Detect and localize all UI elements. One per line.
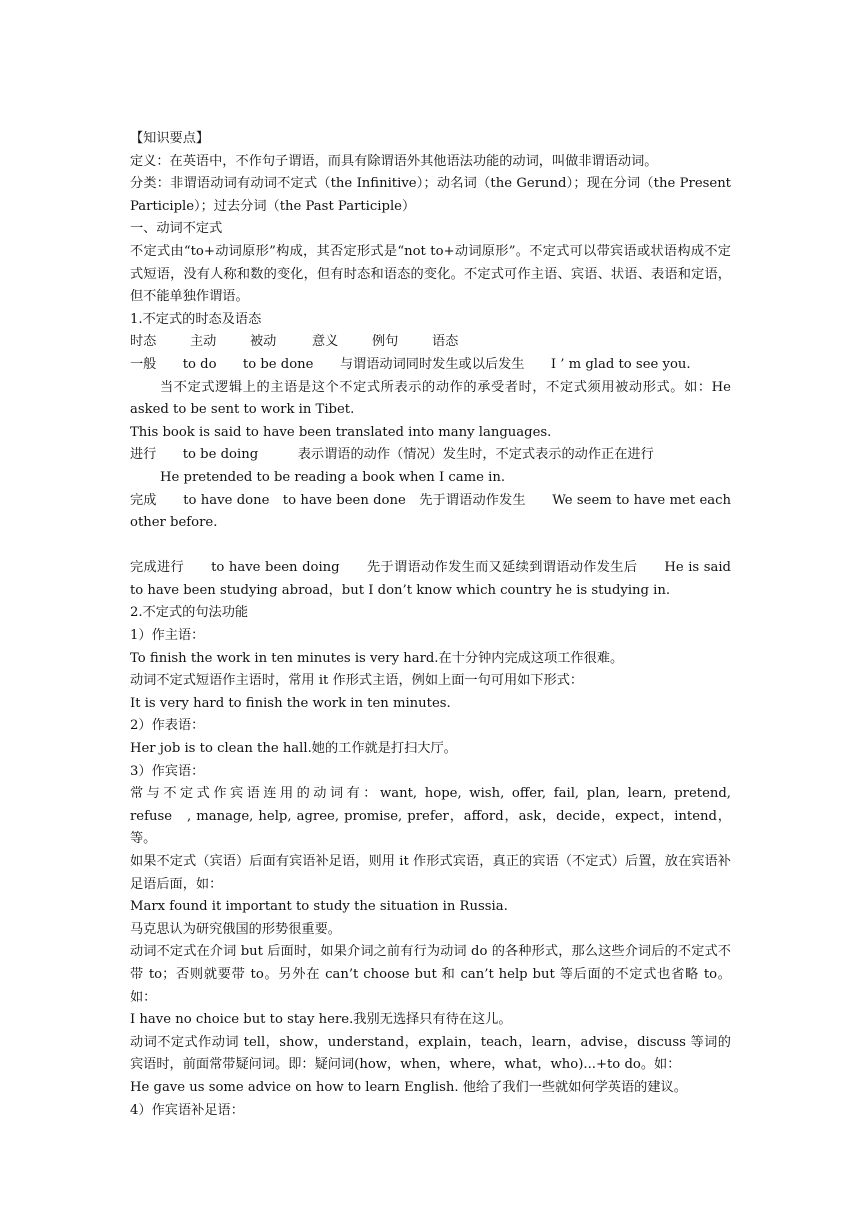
header-meaning: 意义 (312, 334, 339, 350)
row-general: 一般 to do to be done 与谓语动词同时发生或以后发生 I ’ m glad to see you. (130, 356, 691, 372)
definition-paragraph: 定义：在英语中，不作句子谓语，而具有除谓语外其他语法功能的动词，叫做非谓语动词。 (130, 153, 658, 169)
function4-title: 4）作宾语补足语： (130, 1102, 244, 1118)
classification-paragraph: 分类：非谓语动词有动词不定式（the Infinitive）；动名词（the Gerund）；现在分词（the Present Participle）；过去分词（the Past Participle） (130, 176, 731, 214)
header-voice: 语态 (432, 334, 459, 350)
function2-title: 2）作表语： (130, 718, 205, 734)
function2-example: Her job is to clean the hall.她的工作就是打扫大厅。 (130, 741, 457, 757)
function3-but-example: I have no choice but to stay here.我别无选择只有待在这儿。 (130, 1012, 512, 1028)
passive-note: 当不定式逻辑上的主语是这个不定式所表示的动作的承受者时，不定式须用被动形式。如：He asked to be sent to work in Tibet. (130, 379, 731, 418)
row-perfect: 完成 to have done to have been done 先于谓语动作发生 We seem to have met each other before. (130, 492, 731, 531)
function3-verbs: 常与不定式作宾语连用的动词有：want, hope, wish, offer, fail, plan, learn, pretend, refuse , manage, help, agree, promise, prefer，afford，ask，decide，expect，intend，等。 (130, 786, 749, 847)
blank-line (130, 535, 731, 558)
example-pretended: He pretended to be reading a book when I came in. (160, 469, 506, 485)
function3-note: 如果不定式（宾语）后面有宾语补足语，则用 it 作形式宾语，真正的宾语（不定式）后置，放在宾语补足语后面，如： (130, 854, 731, 892)
header-example: 例句 (372, 334, 399, 350)
example-translated: This book is said to have been translated into many languages. (130, 424, 552, 440)
function3-example-cn: 马克思认为研究俄国的形势很重要。 (130, 921, 341, 937)
function3-but-note: 动词不定式在介词 but 后面时，如果介词之前有行为动词 do 的各种形式，那么这些介词后的不定式不带 to；否则就要带 to。另外在 can’t choose but 和 can’t help but 等后面的不定式也省略 to。如： (130, 944, 731, 1005)
header-active: 主动 (190, 334, 217, 350)
section1-title: 一、动词不定式 (130, 221, 223, 237)
section-heading: 【知识要点】 (130, 131, 210, 146)
sub1-title: 1.不定式的时态及语态 (130, 311, 262, 327)
tense-table-header (130, 331, 731, 354)
function1-example: To finish the work in ten minutes is very hard.在十分钟内完成这项工作很难。 (130, 650, 624, 666)
row-progressive: 进行 to be doing 表示谓语的动作（情况）发生时，不定式表示的动作正在进行 (130, 447, 654, 463)
function1-note: 动词不定式短语作主语时，常用 it 作形式主语，例如上面一句可用如下形式： (130, 673, 584, 689)
document-page (130, 128, 749, 1122)
header-tense: 时态 (130, 334, 157, 350)
section1-intro: 不定式由“to+动词原形”构成，其否定形式是“not to+动词原形”。不定式可以带宾语或状语构成不定式短语，没有人称和数的变化，但有时态和语态的变化。不定式可作主语、宾语、状语、表语和定语，但不能单独作谓语。 (130, 243, 731, 305)
function3-wh-example: He gave us some advice on how to learn English. 他给了我们一些就如何学英语的建议。 (130, 1079, 687, 1095)
function1-example2: It is very hard to finish the work in ten minutes. (130, 695, 451, 711)
function1-title: 1）作主语： (130, 628, 205, 644)
function3-title: 3）作宾语： (130, 763, 205, 779)
sub2-title: 2.不定式的句法功能 (130, 605, 249, 621)
row-perfect-progressive: 完成进行 to have been doing 先于谓语动作发生而又延续到谓语动作发生后 He is said to have been studying abroad，but I don’t know which country he is studying in. (130, 560, 731, 598)
header-passive: 被动 (250, 334, 277, 350)
function3-example: Marx found it important to study the situation in Russia. (130, 899, 508, 915)
function3-wh-note: 动词不定式作动词 tell，show，understand，explain，teach，learn，advise，discuss 等词的宾语时，前面常带疑问词。即：疑问词(how，when，where，what，who)...+to do。如： (130, 1034, 731, 1073)
